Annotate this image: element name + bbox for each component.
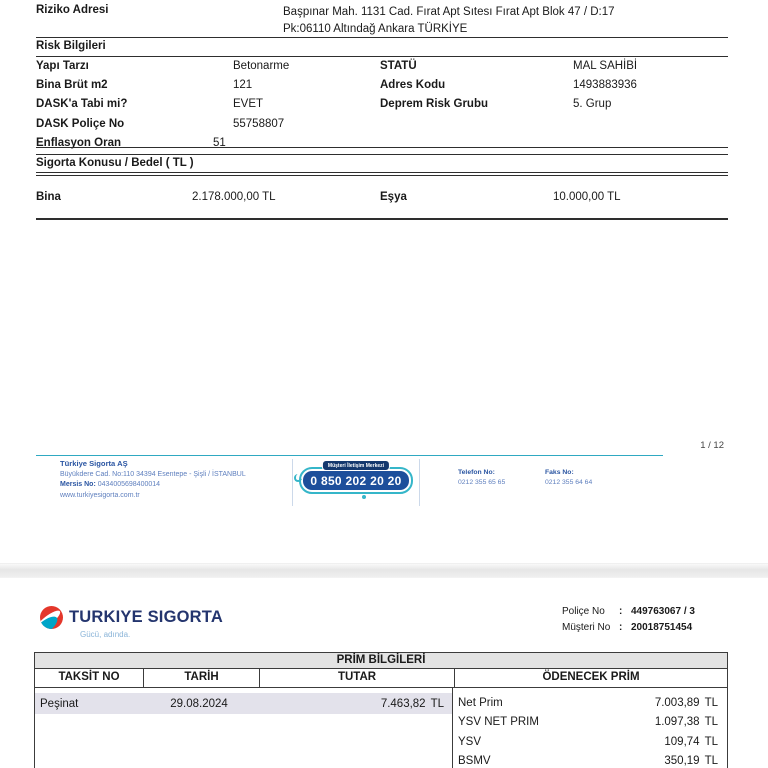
risk-row	[36, 118, 728, 137]
risk-section-title: Risk Bilgileri	[36, 40, 106, 52]
call-center-badge	[299, 460, 413, 502]
breakdown-label: YSV NET PRIM	[458, 716, 539, 729]
logo-row	[40, 606, 223, 629]
premium-table-title: PRİM BİLGİLERİ	[34, 652, 728, 669]
company-info-block	[60, 459, 285, 501]
breakdown-amount	[664, 755, 727, 767]
currency: TL	[430, 697, 444, 710]
column-header-amount: TUTAR	[259, 669, 454, 687]
table-row	[453, 752, 727, 768]
logo-wordmark: TURKIYE SIGORTA	[69, 608, 223, 626]
mersis-label: Mersis No:	[60, 481, 96, 488]
divider	[36, 56, 728, 57]
badge-dot-decoration	[362, 495, 366, 499]
amount: 7.003,89	[654, 696, 700, 709]
call-center-label: Müşteri İletişim Merkezi	[322, 460, 390, 471]
risk-address-value	[283, 4, 728, 38]
risk-row	[36, 79, 728, 98]
divider	[36, 218, 728, 220]
phone-block	[458, 468, 505, 488]
colon: :	[619, 606, 623, 617]
field-value: 5. Grup	[573, 98, 612, 111]
installment-section	[35, 688, 452, 768]
field-value: 121	[233, 79, 253, 92]
logo-icon	[40, 606, 63, 629]
risk-address-line1: Başpınar Mah. 1131 Cad. Fırat Apt Sıtesı Fırat Apt Blok 47 / D:17	[283, 6, 615, 18]
risk-row	[36, 98, 728, 117]
policy-no-value: 449763067 / 3	[631, 606, 695, 617]
premium-breakdown-section	[452, 688, 727, 768]
risk-row	[36, 60, 728, 79]
field-label: Eşya	[380, 191, 407, 203]
field-label: Enflasyon Oran	[36, 136, 121, 149]
breakdown-label: BSMV	[458, 755, 491, 768]
amount: 109,74	[664, 735, 700, 748]
breakdown-amount	[655, 697, 727, 709]
fax-block	[545, 468, 592, 488]
amount: 7.463,82	[380, 697, 426, 710]
field-label: Deprem Risk Grubu	[380, 98, 488, 111]
badge-curl-decoration	[294, 474, 302, 482]
premium-table	[34, 652, 728, 768]
table-row	[35, 693, 452, 714]
divider	[36, 147, 728, 148]
logo-tagline: Gücü, adında.	[80, 630, 131, 639]
field-label: DASK'a Tabi mi?	[36, 98, 128, 111]
company-website: www.turkiyesigorta.com.tr	[60, 491, 140, 499]
field-label: Bina	[36, 191, 61, 203]
column-header-premium-due: ÖDENECEK PRİM	[454, 669, 727, 687]
footer-divider	[36, 455, 663, 456]
colon: :	[619, 621, 623, 633]
installment-date: 29.08.2024	[170, 697, 228, 710]
customer-no-row	[562, 620, 695, 636]
field-value: Betonarme	[233, 60, 290, 72]
customer-no-label: Müşteri No	[562, 621, 611, 633]
field-value: 55758807	[233, 117, 285, 130]
field-value: 1493883936	[573, 79, 637, 92]
installment-name: Peşinat	[40, 697, 79, 710]
phone-label: Telefon No:	[458, 469, 495, 476]
mersis-value: 0434005698400014	[97, 481, 161, 488]
field-label: STATÜ	[380, 60, 417, 72]
field-label: DASK Poliçe No	[36, 117, 125, 130]
field-label: Adres Kodu	[380, 79, 446, 92]
field-label	[380, 118, 573, 137]
insured-values-row	[36, 191, 728, 203]
breakdown-amount	[655, 716, 727, 728]
currency: TL	[704, 735, 718, 748]
column-header-installment-no: TAKSİT NO	[58, 671, 120, 683]
field-value	[573, 118, 728, 137]
table-row	[453, 713, 727, 733]
risk-address-label: Riziko Adresi	[36, 4, 109, 16]
phone-value: 0212 355 65 65	[458, 479, 506, 486]
field-value: 51	[213, 136, 226, 149]
call-center-frame	[299, 467, 413, 494]
company-name: Türkiye Sigorta AŞ	[60, 459, 128, 468]
currency: TL	[704, 696, 718, 709]
breakdown-amount	[664, 736, 727, 748]
risk-address-line2: Pk:06110 Altındağ Ankara TÜRKİYE	[283, 23, 468, 35]
table-row	[453, 732, 727, 752]
page-separator	[0, 563, 768, 578]
policy-numbers-block	[562, 604, 695, 635]
field-value: 2.178.000,00 TL	[192, 191, 276, 203]
currency: TL	[704, 716, 718, 729]
divider	[36, 172, 728, 176]
policy-page-2	[0, 578, 768, 768]
premium-table-body	[34, 688, 728, 768]
footer-vertical-divider	[292, 459, 293, 506]
premium-table-header-row	[34, 669, 728, 688]
turkiye-sigorta-logo	[40, 606, 223, 639]
insured-section-title: Sigorta Konusu / Bedel ( TL )	[36, 157, 194, 169]
breakdown-label: Net Prim	[458, 696, 503, 709]
customer-no-value: 20018751454	[631, 621, 693, 633]
field-value: MAL SAHİBİ	[573, 60, 638, 72]
column-header-date: TARİH	[143, 669, 259, 687]
risk-info-grid	[36, 60, 728, 156]
divider	[36, 154, 728, 155]
fax-label: Faks No:	[545, 469, 574, 476]
risk-address-row	[36, 4, 728, 38]
field-value: 10.000,00 TL	[553, 191, 621, 203]
breakdown-label: YSV	[458, 735, 482, 748]
installment-amount	[257, 698, 452, 710]
table-row	[453, 693, 727, 713]
field-label: Bina Brüt m2	[36, 79, 108, 92]
policy-no-row	[562, 604, 695, 620]
footer-vertical-divider	[419, 459, 420, 506]
company-mersis	[60, 480, 285, 491]
field-label: Yapı Tarzı	[36, 60, 89, 72]
amount: 350,19	[664, 755, 700, 768]
currency: TL	[704, 755, 718, 768]
fax-value: 0212 355 64 64	[545, 479, 593, 486]
divider	[36, 37, 728, 38]
amount: 1.097,38	[654, 716, 700, 729]
company-address: Büyükdere Cad. No:110 34394 Esentepe - Şişli / İSTANBUL	[60, 470, 246, 478]
policy-no-label: Poliçe No	[562, 606, 605, 617]
call-center-number: 0 850 202 20 20	[303, 471, 409, 490]
page-number: 1 / 12	[700, 440, 724, 451]
field-value: EVET	[233, 98, 264, 111]
